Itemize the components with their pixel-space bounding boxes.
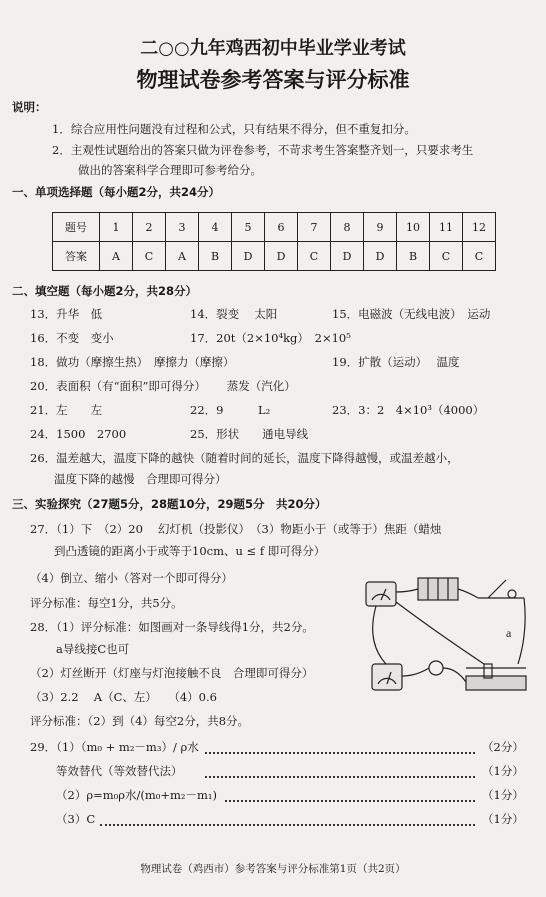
exam-title: 二○○九年鸡西初中毕业学业考试 bbox=[140, 38, 406, 59]
table-cell: 3 bbox=[166, 213, 199, 242]
dotted-leader bbox=[100, 824, 475, 826]
answer-18: 18．做功（摩擦生热） 摩擦力（摩擦） bbox=[30, 355, 235, 369]
table-cell: D bbox=[232, 242, 265, 271]
table-cell: D bbox=[331, 242, 364, 271]
answer-14: 14．裂变 太阳 bbox=[190, 307, 278, 321]
table-cell: 8 bbox=[331, 213, 364, 242]
table-cell: 9 bbox=[364, 213, 397, 242]
table-cell: B bbox=[199, 242, 232, 271]
answer-28-line1: 28．（1）评分标准：如图画对一条导线得1分，共2分。 bbox=[30, 620, 314, 634]
table-cell: 1 bbox=[100, 213, 133, 242]
note-item-2-cont: 做出的答案科学合理即可参考给分。 bbox=[78, 163, 262, 177]
table-cell: 答案 bbox=[53, 242, 100, 271]
answer-19: 19．扩散（运动） 温度 bbox=[332, 355, 460, 369]
table-cell: D bbox=[265, 242, 298, 271]
table-cell: A bbox=[100, 242, 133, 271]
answer-24: 24．1500 2700 bbox=[30, 427, 127, 441]
table-cell: C bbox=[463, 242, 496, 271]
page-footer: 物理试卷（鸡西市）参考答案与评分标准第1页（共2页） bbox=[140, 863, 406, 875]
answer-15: 15．电磁波（无线电波） 运动 bbox=[332, 307, 491, 321]
table-cell: B bbox=[397, 242, 430, 271]
table-cell: 5 bbox=[232, 213, 265, 242]
section3-heading: 三、实验探究（27题5分，28题10分，29题5分 共20分） bbox=[12, 497, 327, 511]
dotted-leader bbox=[205, 776, 475, 778]
answer-28-line3: （2）灯丝断开（灯座与灯泡接触不良 合理即可得分） bbox=[30, 666, 314, 680]
answer-26: 26．温差越大，温度下降的越快（随着时间的延长，温度下降得越慢，或温差越小， bbox=[30, 451, 459, 465]
answer-29-line2: 等效替代（等效替代法） bbox=[56, 764, 183, 778]
circuit-label: a bbox=[506, 626, 512, 640]
table-cell: 12 bbox=[463, 213, 496, 242]
notes-label: 说明： bbox=[12, 100, 47, 114]
answer-17: 17．20t（2×10⁴kg） 2×10⁵ bbox=[190, 331, 351, 345]
answer-27-line2: 到凸透镜的距离小于或等于10cm、u ≤ f 即可得分） bbox=[54, 544, 326, 558]
answer-29-line4: （3）C bbox=[56, 812, 96, 826]
table-cell: 7 bbox=[298, 213, 331, 242]
table-cell: C bbox=[133, 242, 166, 271]
answer-28-scoring: 评分标准：（2）到（4）每空2分，共8分。 bbox=[30, 714, 250, 728]
answer-27-scoring: 评分标准：每空1分，共5分。 bbox=[30, 596, 183, 610]
answer-26-cont: 温度下降的越慢 合理即可得分） bbox=[54, 472, 227, 486]
answer-27-line3: （4）倒立、缩小（答对一个即可得分） bbox=[30, 571, 233, 585]
answer-28-line4: （3）2.2 A（C、左） （4）0.6 bbox=[30, 690, 217, 704]
answer-29-line1: 29．（1）（m₀ + m₂－m₃）/ ρ水 bbox=[30, 740, 199, 754]
table-cell: 6 bbox=[265, 213, 298, 242]
table-cell: 10 bbox=[397, 213, 430, 242]
table-cell: A bbox=[166, 242, 199, 271]
dotted-leader bbox=[225, 800, 475, 802]
answer-table bbox=[52, 212, 496, 271]
circuit-diagram bbox=[356, 572, 536, 717]
table-cell: D bbox=[364, 242, 397, 271]
table-cell: 4 bbox=[199, 213, 232, 242]
answer-22: 22．9 L₂ bbox=[190, 403, 271, 417]
dotted-leader bbox=[205, 752, 475, 754]
section1-heading: 一、单项选择题（每小题2分，共24分） bbox=[12, 185, 221, 199]
answer-29-line3: （2）ρ=m₀ρ水/(m₀+m₂－m₁) bbox=[56, 788, 218, 802]
answer-13: 13．升华 低 bbox=[30, 307, 103, 321]
answer-16: 16．不变 变小 bbox=[30, 331, 114, 345]
score-29-3: （1分） bbox=[482, 788, 524, 802]
section2-heading: 二、填空题（每小题2分，共28分） bbox=[12, 284, 198, 298]
note-item-2: 2．主观性试题给出的答案只做为评卷参考，不苛求考生答案整齐划一，只要求考生 bbox=[52, 143, 474, 157]
table-row bbox=[53, 242, 496, 271]
document-title: 物理试卷参考答案与评分标准 bbox=[136, 68, 410, 92]
answer-28-line2: a导线接C也可 bbox=[56, 642, 130, 656]
score-29-1: （2分） bbox=[482, 740, 524, 754]
answer-27-line1: 27．（1）下 （2）20 幻灯机（投影仪） （3）物距小于（或等于）焦距（蜡烛 bbox=[30, 522, 442, 536]
table-cell: C bbox=[430, 242, 463, 271]
answer-25: 25．形状 通电导线 bbox=[190, 427, 309, 441]
score-29-4: （1分） bbox=[482, 812, 524, 826]
table-row bbox=[53, 213, 496, 242]
table-cell: 11 bbox=[430, 213, 463, 242]
answer-21: 21．左 左 bbox=[30, 403, 103, 417]
table-cell: 题号 bbox=[53, 213, 100, 242]
answer-23: 23．3：2 4×10³（4000） bbox=[332, 403, 485, 417]
table-cell: 2 bbox=[133, 213, 166, 242]
note-item-1: 1．综合应用性问题没有过程和公式，只有结果不得分，但不重复扣分。 bbox=[52, 122, 416, 136]
table-cell: C bbox=[298, 242, 331, 271]
answer-20: 20．表面积（有“面积”即可得分） 蒸发（汽化） bbox=[30, 379, 296, 393]
score-29-2: （1分） bbox=[482, 764, 524, 778]
